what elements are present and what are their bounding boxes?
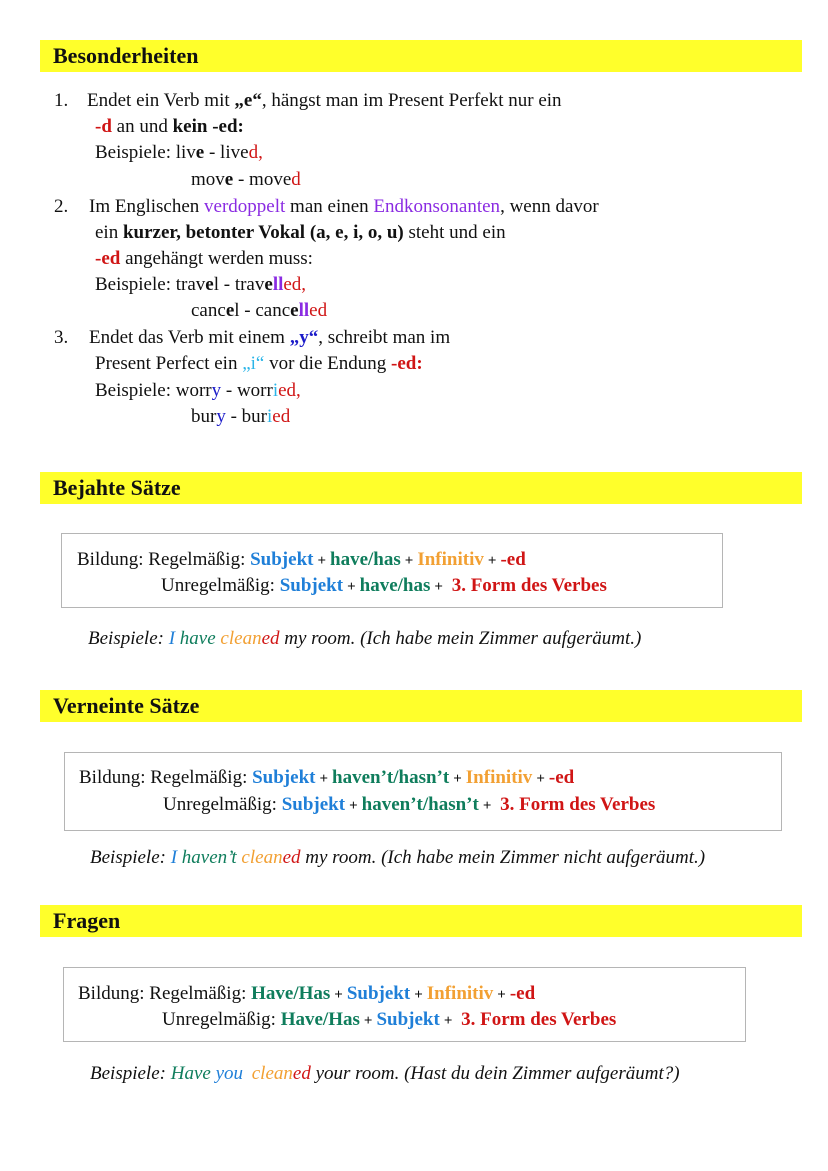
section-title: Besonderheiten — [53, 43, 199, 68]
text: d, — [248, 142, 263, 163]
text: Im Englischen — [89, 196, 205, 217]
rule-2-line-3 — [95, 247, 313, 271]
text: have/has — [359, 575, 431, 596]
text: - worr — [221, 380, 273, 401]
rule-1-line-2 — [95, 115, 244, 139]
text: Infinitiv — [426, 983, 494, 1004]
text: haven’t/hasn’t — [332, 767, 450, 788]
rule-3-line-2 — [95, 352, 423, 376]
rule-3-example-1 — [95, 379, 301, 403]
example-bejahte — [88, 628, 641, 650]
text: Endkonsonanten — [373, 196, 501, 217]
text: bur — [191, 406, 217, 427]
text: my room. (Ich habe mein Zimmer nicht aufgeräumt.) — [305, 847, 706, 868]
text: Have/Has — [280, 1009, 360, 1030]
examples-label: Beispiele: — [95, 274, 171, 295]
formula-fragen-irregular — [162, 1008, 616, 1033]
text: Present Perfect ein — [95, 353, 243, 374]
text: e — [290, 300, 299, 321]
text: I — [168, 628, 176, 649]
rule-number: 1. — [54, 90, 69, 111]
rule-2-example-2 — [191, 299, 327, 323]
formula-verneinte-irregular — [163, 793, 655, 818]
text: trav — [175, 274, 206, 295]
text: kurzer, betonter Vokal (a, e, i, o, u) — [122, 222, 404, 243]
text: ed — [272, 406, 291, 427]
rule-number: 3. — [54, 327, 69, 348]
text: Bildung: — [78, 983, 145, 1004]
text: vor die Endung — [264, 353, 392, 374]
text: angehängt werden muss: — [120, 248, 313, 269]
section-title: Fragen — [53, 908, 121, 933]
text: Subjekt — [346, 983, 411, 1004]
text: have/has — [330, 549, 401, 570]
text: Beispiele: — [90, 847, 166, 868]
text: Subjekt — [279, 575, 344, 596]
plus-sign: + — [434, 579, 443, 595]
text: steht und ein — [403, 222, 506, 243]
plus-sign: + — [363, 1013, 373, 1029]
text: Have — [170, 1063, 211, 1084]
rule-3-line-1 — [54, 326, 450, 350]
text: e — [224, 169, 234, 190]
text: Endet ein Verb mit — [87, 90, 230, 111]
text: have — [179, 628, 216, 649]
plus-sign: + — [443, 1013, 453, 1029]
text: canc — [191, 300, 226, 321]
text: Subjekt — [250, 549, 314, 570]
text: -ed: — [391, 353, 423, 374]
rule-2-line-1 — [54, 195, 599, 219]
text: - liv — [204, 142, 241, 163]
example-fragen — [90, 1063, 680, 1085]
plus-sign: + — [453, 771, 462, 787]
text: , wenn davor — [500, 196, 599, 217]
text: „i“ — [242, 353, 265, 374]
formula-verneinte-regular — [79, 766, 574, 791]
text: Infinitiv — [465, 767, 533, 788]
text: ed — [292, 1063, 311, 1084]
text: 3. Form des Verbes — [500, 794, 656, 815]
text: e — [205, 274, 214, 295]
text: Regelmäßig: — [148, 549, 246, 570]
text: ed, — [283, 274, 307, 295]
formula-box-verneinte — [64, 752, 782, 831]
text: - mov — [233, 169, 283, 190]
rule-1-example-2 — [191, 168, 301, 192]
plus-sign: + — [404, 553, 414, 569]
rule-1-line-1 — [54, 89, 562, 113]
text: Endet das Verb mit einem — [89, 327, 290, 348]
text: an und — [111, 116, 173, 137]
text: Beispiele: — [88, 628, 164, 649]
text: l - trav — [213, 274, 265, 295]
text: liv — [175, 142, 196, 163]
text: l - canc — [234, 300, 291, 321]
section-title: Bejahte Sätze — [53, 475, 181, 500]
text: y — [211, 380, 222, 401]
plus-sign: + — [317, 553, 327, 569]
text: Regelmäßig: — [150, 767, 248, 788]
text: man einen — [285, 196, 374, 217]
text: I — [170, 847, 178, 868]
example-verneinte — [90, 847, 705, 869]
text: haven’t/hasn’t — [361, 794, 479, 815]
text: ed — [282, 847, 301, 868]
text: 3. Form des Verbes — [461, 1009, 617, 1030]
rule-1-example-1 — [95, 141, 263, 165]
text: Unregelmäßig: — [162, 1009, 276, 1030]
text: i — [272, 380, 279, 401]
section-header-fragen — [40, 905, 802, 937]
text: ed, — [278, 380, 301, 401]
plus-sign: + — [487, 553, 497, 569]
text: -ed — [500, 549, 526, 570]
text: d — [291, 169, 301, 190]
plus-sign: + — [414, 987, 423, 1003]
examples-label: Beispiele: — [95, 142, 171, 163]
text: kein -ed: — [172, 116, 244, 137]
text: Bildung: — [77, 549, 144, 570]
text: clean — [220, 628, 262, 649]
text: haven’t — [181, 847, 237, 868]
formula-bejahte-regular — [77, 548, 526, 573]
text: Unregelmäßig: — [163, 794, 277, 815]
plus-sign: + — [347, 579, 356, 595]
formula-bejahte-irregular — [161, 574, 607, 599]
text: ed — [261, 628, 280, 649]
plus-sign: + — [349, 798, 358, 814]
text: -ed — [95, 248, 121, 269]
text: „e“ — [234, 90, 262, 111]
text: e — [264, 274, 273, 295]
text: - bur — [225, 406, 267, 427]
text: ein — [95, 222, 123, 243]
rule-2-example-1 — [95, 273, 306, 297]
text: my room. (Ich habe mein Zimmer aufgeräumt.) — [284, 628, 642, 649]
text: ll — [298, 300, 310, 321]
text: worr — [175, 380, 212, 401]
text: mov — [191, 169, 225, 190]
text: Unregelmäßig: — [161, 575, 275, 596]
section-header-bejahte-saetze — [40, 472, 802, 504]
rule-number: 2. — [54, 196, 69, 217]
text: Subjekt — [281, 794, 346, 815]
text: Have/Has — [251, 983, 331, 1004]
text: „y“ — [289, 327, 319, 348]
text: -ed — [548, 767, 575, 788]
text: Subjekt — [252, 767, 316, 788]
plus-sign: + — [536, 771, 545, 787]
text: verdoppelt — [204, 196, 286, 217]
text: , hängst man im Present Perfekt nur ein — [261, 90, 562, 111]
plus-sign: + — [497, 987, 506, 1003]
plus-sign: + — [334, 987, 343, 1003]
text: , schreibt man im — [318, 327, 451, 348]
plus-sign: + — [482, 798, 492, 814]
text: e — [225, 300, 235, 321]
text: ll — [272, 274, 284, 295]
section-title: Verneinte Sätze — [53, 693, 200, 718]
text: 3. Form des Verbes — [451, 575, 607, 596]
text: Infinitiv — [417, 549, 484, 570]
text: ed — [309, 300, 328, 321]
rule-3-example-2 — [191, 405, 290, 429]
text: clean — [251, 1063, 293, 1084]
text: Beispiele: — [90, 1063, 166, 1084]
formula-fragen-regular — [78, 982, 535, 1007]
text: -d — [95, 116, 112, 137]
text: your room. (Hast du dein Zimmer aufgeräumt?) — [315, 1063, 680, 1084]
text: i — [266, 406, 273, 427]
text: -ed — [509, 983, 536, 1004]
text: clean — [241, 847, 283, 868]
text: e — [195, 142, 205, 163]
text: Regelmäßig: — [149, 983, 247, 1004]
text: e — [240, 142, 249, 163]
text: Subjekt — [376, 1009, 440, 1030]
text: Bildung: — [79, 767, 146, 788]
section-header-verneinte-saetze — [40, 690, 802, 722]
text: e — [282, 169, 292, 190]
plus-sign: + — [319, 771, 329, 787]
text: you — [215, 1063, 243, 1084]
rule-2-line-2 — [95, 221, 506, 245]
text: y — [216, 406, 226, 427]
section-header-besonderheiten — [40, 40, 802, 72]
examples-label: Beispiele: — [95, 380, 171, 401]
